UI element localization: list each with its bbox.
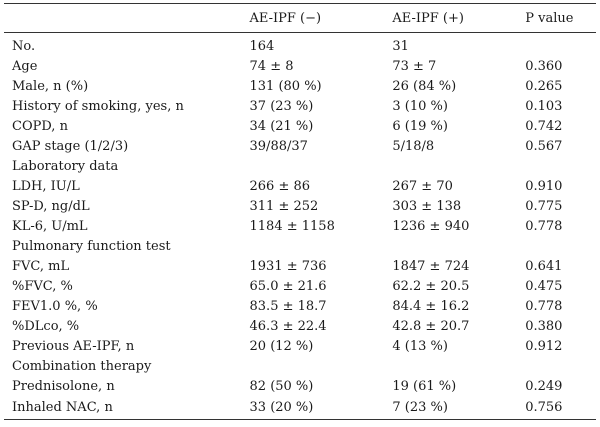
ae-ipf-positive-value: 6 (19 %) xyxy=(392,119,448,134)
table-row xyxy=(4,397,596,420)
ae-ipf-negative-value: 131 (80 %) xyxy=(249,79,322,94)
row-label: Male, n (%) xyxy=(12,79,89,94)
row-label: FEV1.0 %, % xyxy=(12,299,98,314)
ae-ipf-positive-value: 73 ± 7 xyxy=(392,59,437,74)
row-label: Prednisolone, n xyxy=(12,379,115,394)
table-row xyxy=(4,217,596,237)
table-row xyxy=(4,337,596,357)
p-value: 0.778 xyxy=(525,299,563,314)
ae-ipf-negative-value: 33 (20 %) xyxy=(250,397,393,420)
p-value: 0.778 xyxy=(525,219,563,234)
table-body xyxy=(4,33,596,420)
p-value: 0.912 xyxy=(525,339,563,354)
clinical-characteristics-table xyxy=(4,3,596,420)
ae-ipf-positive-value xyxy=(392,357,525,377)
table-row xyxy=(4,377,596,397)
p-value xyxy=(525,157,596,177)
ae-ipf-positive-value xyxy=(392,237,525,257)
p-value: 0.910 xyxy=(525,179,563,194)
ae-ipf-positive-value: 4 (13 %) xyxy=(392,339,448,354)
table-row xyxy=(4,197,596,217)
table-row xyxy=(4,117,596,137)
ae-ipf-positive-value: 3 (10 %) xyxy=(392,99,448,114)
table-row xyxy=(4,157,596,177)
table-row xyxy=(4,297,596,317)
row-label: Inhaled NAC, n xyxy=(4,397,250,420)
p-value xyxy=(525,357,596,377)
ae-ipf-negative-value: 1184 ± 1158 xyxy=(249,219,335,234)
ae-ipf-negative-value: 34 (21 %) xyxy=(249,119,314,134)
table-row xyxy=(4,357,596,377)
header-p-value: P value xyxy=(525,4,596,33)
header-row xyxy=(4,4,596,33)
p-value: 0.641 xyxy=(525,259,563,274)
row-label: %FVC, % xyxy=(12,279,73,294)
ae-ipf-negative-value: 164 xyxy=(249,39,275,54)
ae-ipf-positive-value xyxy=(392,157,525,177)
row-label: Previous AE-IPF, n xyxy=(12,339,135,354)
p-value: 0.380 xyxy=(525,319,563,334)
ae-ipf-positive-value: 26 (84 %) xyxy=(392,79,457,94)
p-value xyxy=(525,237,596,257)
p-value: 0.775 xyxy=(525,199,563,214)
ae-ipf-negative-value: 74 ± 8 xyxy=(249,59,294,74)
table-header xyxy=(4,4,596,33)
ae-ipf-negative-value: 39/88/37 xyxy=(249,139,308,154)
ae-ipf-negative-value xyxy=(250,357,393,377)
row-label: History of smoking, yes, n xyxy=(12,99,184,114)
ae-ipf-negative-value: 20 (12 %) xyxy=(249,339,314,354)
table-row xyxy=(4,137,596,157)
ae-ipf-negative-value xyxy=(250,157,393,177)
row-label: %DLco, % xyxy=(12,319,80,334)
table-row xyxy=(4,237,596,257)
table-row xyxy=(4,177,596,197)
row-label: No. xyxy=(12,39,36,54)
p-value: 0.756 xyxy=(525,397,596,420)
ae-ipf-positive-value: 42.8 ± 20.7 xyxy=(392,319,470,334)
row-label: Laboratory data xyxy=(12,159,119,174)
row-label: Pulmonary function test xyxy=(12,239,171,254)
p-value: 0.742 xyxy=(525,119,563,134)
p-value: 0.475 xyxy=(525,279,563,294)
p-value: 0.360 xyxy=(525,59,563,74)
table-row xyxy=(4,317,596,337)
row-label: Combination therapy xyxy=(12,359,152,374)
header-label-column xyxy=(4,4,250,33)
table-row xyxy=(4,97,596,117)
ae-ipf-positive-value: 19 (61 %) xyxy=(392,379,457,394)
ae-ipf-positive-value: 303 ± 138 xyxy=(392,199,462,214)
header-ae-ipf-negative: AE-IPF (−) xyxy=(250,4,393,33)
p-value xyxy=(525,33,596,58)
ae-ipf-negative-value: 83.5 ± 18.7 xyxy=(249,299,327,314)
ae-ipf-negative-value xyxy=(250,237,393,257)
row-label: KL-6, U/mL xyxy=(12,219,88,234)
ae-ipf-negative-value: 311 ± 252 xyxy=(249,199,319,214)
table-row xyxy=(4,57,596,77)
ae-ipf-negative-value: 266 ± 86 xyxy=(249,179,311,194)
ae-ipf-positive-value: 62.2 ± 20.5 xyxy=(392,279,470,294)
row-label: SP-D, ng/dL xyxy=(12,199,90,214)
table-row xyxy=(4,33,596,58)
row-label: FVC, mL xyxy=(12,259,70,274)
p-value: 0.249 xyxy=(525,379,563,394)
row-label: LDH, IU/L xyxy=(12,179,80,194)
ae-ipf-negative-value: 37 (23 %) xyxy=(249,99,314,114)
ae-ipf-positive-value: 1236 ± 940 xyxy=(392,219,470,234)
row-label: GAP stage (1/2/3) xyxy=(12,139,129,154)
ae-ipf-positive-value: 5/18/8 xyxy=(392,139,435,154)
ae-ipf-positive-value: 31 xyxy=(392,39,409,54)
ae-ipf-positive-value: 84.4 ± 16.2 xyxy=(392,299,470,314)
header-ae-ipf-positive: AE-IPF (+) xyxy=(392,4,525,33)
table-row xyxy=(4,277,596,297)
table-row xyxy=(4,77,596,97)
ae-ipf-negative-value: 65.0 ± 21.6 xyxy=(249,279,327,294)
ae-ipf-positive-value: 7 (23 %) xyxy=(392,397,525,420)
ae-ipf-negative-value: 1931 ± 736 xyxy=(249,259,327,274)
ae-ipf-negative-value: 82 (50 %) xyxy=(249,379,314,394)
row-label: Age xyxy=(12,59,38,74)
ae-ipf-positive-value: 267 ± 70 xyxy=(392,179,453,194)
ae-ipf-positive-value: 1847 ± 724 xyxy=(392,259,470,274)
p-value: 0.265 xyxy=(525,79,563,94)
row-label: COPD, n xyxy=(12,119,68,134)
p-value: 0.103 xyxy=(525,99,563,114)
ae-ipf-negative-value: 46.3 ± 22.4 xyxy=(249,319,327,334)
table-row xyxy=(4,257,596,277)
p-value: 0.567 xyxy=(525,139,563,154)
